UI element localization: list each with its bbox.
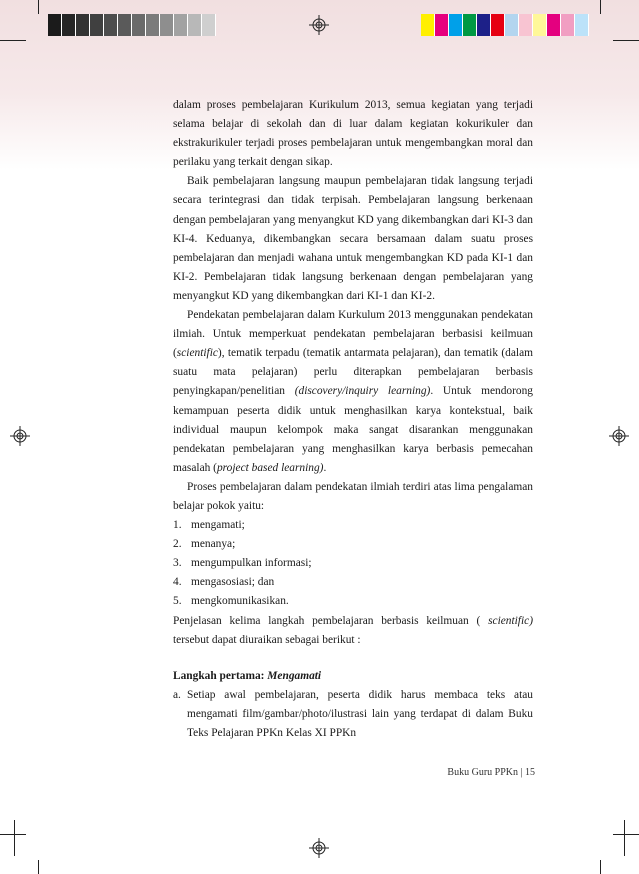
page-footer: Buku Guru PPKn | 15 [447,767,535,778]
crop-mark [0,40,26,41]
list-item: 3. mengumpulkan informasi; [173,557,312,570]
calibration-swatch [575,14,589,36]
calibration-swatch [435,14,449,36]
calibration-swatch [62,14,76,36]
section-heading: Langkah pertama: Mengamati [173,669,322,682]
registration-mark-icon [309,15,329,35]
paragraph: Baik pembelajaran langsung maupun pembelajaran tidak langsung terjadi secara terintegrasi dan tidak terpisah. Pembelajaran langsung berkenaan dengan pembelajaran yang menyangkut KD yang dikembangkan dari KI-3 dan KI-4. Keduanya, dikembangkan secara bersamaan dalam suatu proses pembelajaran dan menjadi wahana untuk mengembangkan KD pada KI-1 dan KI-2. Pembelajaran tidak langsung berkenaan dengan pembelajaran yang menyangkut KD yang dikembangkan dari KI-1 dan KI-2. [173,175,533,302]
crop-mark [0,834,26,835]
calibration-swatch [561,14,575,36]
registration-mark-icon [609,426,629,446]
calibration-swatch [160,14,174,36]
calibration-swatch [533,14,547,36]
list-item: 4. mengasosiasi; dan [173,576,275,589]
paragraph: Penjelasan kelima langkah pembelajaran berbasis keilmuan ( scientific) tersebut dapat diuraikan sebagai berikut : [173,614,533,646]
calibration-swatch [491,14,505,36]
crop-mark [600,0,601,14]
list-item: a. Setiap awal pembelajaran, peserta didik harus membaca teks atau mengamati film/gambar/photo/ilustrasi lain yang terdapat di dalam Buku Teks Pelajaran PPKn Kelas XI PPKn [173,688,533,739]
list-item: 5. mengkomunikasikan. [173,595,289,608]
calibration-swatch [174,14,188,36]
calibration-swatch [104,14,118,36]
calibration-swatch [505,14,519,36]
calibration-swatch [463,14,477,36]
list-item: 2. menanya; [173,538,236,551]
calibration-swatch [132,14,146,36]
calibration-swatch [146,14,160,36]
calibration-swatch [202,14,216,36]
registration-mark-icon [309,838,329,858]
calibration-swatch [547,14,561,36]
calibration-swatch [519,14,533,36]
calibration-swatch [449,14,463,36]
calibration-swatch [188,14,202,36]
registration-mark-icon [10,426,30,446]
calibration-swatch [48,14,62,36]
crop-mark [14,820,15,856]
crop-mark [38,0,39,14]
paragraph: Pendekatan pembelajaran dalam Kurkulum 2013 menggunakan pendekatan ilmiah. Untuk memperkuat pendekatan pembelajaran berbasisi keilmuan (scientific), tematik terpadu (tematik antarmata pelajaran), dan tematik (dalam suatu mata pelajaran) perlu diterapkan pembelajaran berbasis penyingkapan/penelitian (discovery/inquiry learning). Untuk mendorong kemampuan peserta didik untuk menghasilkan karya kontekstual, baik individual maupun kelompok maka sangat disarankan menggunakan pendekatan pembelajaran yang menghasilkan karya berbasis pemecahan masalah (project based learning). [173,309,533,474]
color-calibration-strip [421,14,589,36]
calibration-swatch [477,14,491,36]
crop-mark [600,860,601,874]
calibration-swatch [421,14,435,36]
gray-calibration-strip [48,14,216,36]
calibration-swatch [118,14,132,36]
page-body [173,96,533,743]
calibration-swatch [90,14,104,36]
list-item: 1. mengamati; [173,519,245,532]
calibration-swatch [76,14,90,36]
crop-mark [38,860,39,874]
crop-mark [613,834,639,835]
crop-mark [624,820,625,856]
steps-list [173,516,533,611]
paragraph: dalam proses pembelajaran Kurikulum 2013, semua kegiatan yang terjadi selama belajar di sekolah dan di luar dalam kegiatan kokurikuler dan ekstrakurikuler terjadi proses pembelajaran untuk mengembangkan moral dan perilaku yang terkait dengan sikap. [173,99,533,169]
crop-mark [613,40,639,41]
paragraph: Proses pembelajaran dalam pendekatan ilmiah terdiri atas lima pengalaman belajar pokok yaitu: [173,480,533,512]
